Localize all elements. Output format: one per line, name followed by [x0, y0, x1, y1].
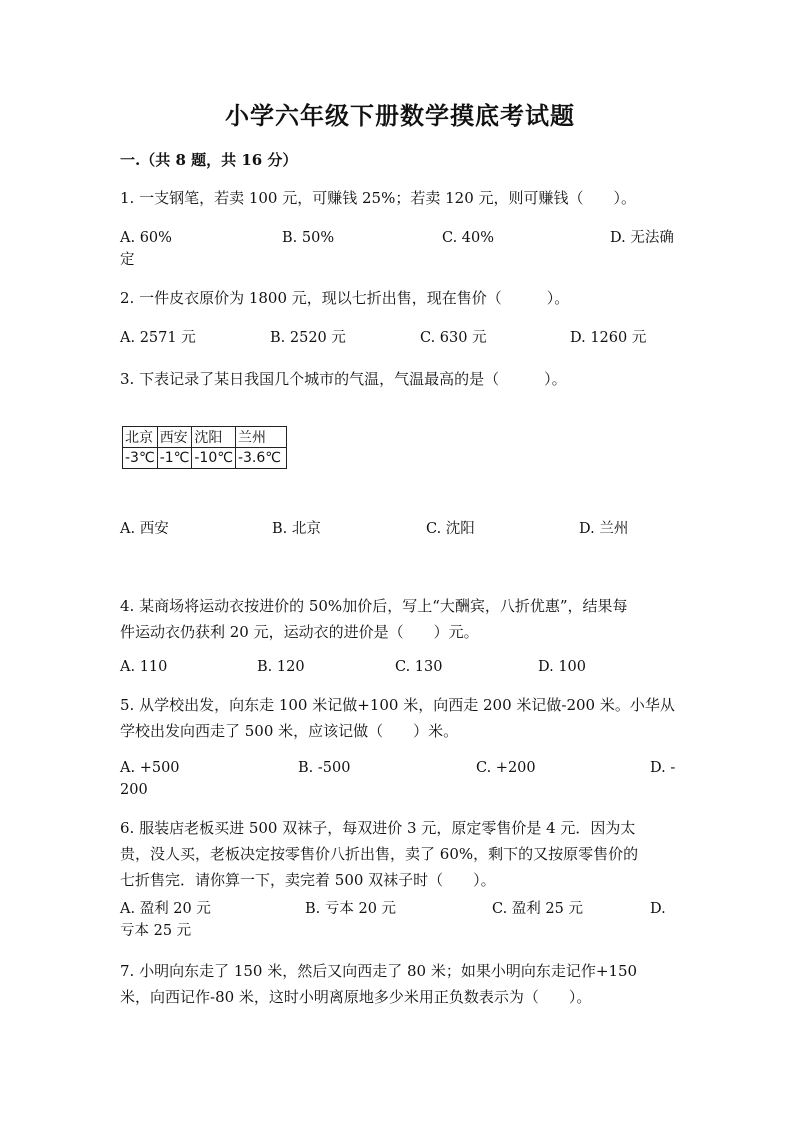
option-b[interactable]: B. 120	[257, 659, 305, 675]
option-a[interactable]: A. 盈利 20 元	[120, 901, 211, 917]
option-d[interactable]: D. 100	[538, 659, 587, 675]
option-c[interactable]: C. +200	[476, 760, 536, 776]
option-a[interactable]: A. 60%	[120, 230, 172, 246]
question-3-options	[120, 518, 680, 540]
table-cell-city: 沈阳	[192, 427, 236, 448]
table-row	[123, 448, 287, 469]
question-text-line: 4. 某商场将运动衣按进价的 50%加价后，写上“大酬宾，八折优惠”，结果每	[120, 597, 628, 615]
section-heading: 一.（共 8 题，共 16 分）	[120, 151, 298, 169]
question-text-line: 贵，没人买，老板决定按零售价八折出售，卖了 60%，剩下的又按原零售价的	[120, 845, 639, 863]
question-text-line: 件运动衣仍获利 20 元，运动衣的进价是（ ）元。	[120, 623, 479, 641]
table-cell-city: 西安	[157, 427, 192, 448]
option-b[interactable]: B. -500	[298, 760, 351, 776]
option-d-continuation: 200	[120, 782, 148, 798]
question-text-line: 学校出发向西走了 500 米，应该记做（ ）米。	[120, 722, 459, 740]
question-text-line: 5. 从学校出发，向东走 100 米记做+100 米，向西走 200 米记做-200 米。小华从	[120, 696, 675, 714]
question-4-options	[120, 656, 680, 678]
question-text-line: 米，向西记作-80 米，这时小明离原地多少米用正负数表示为（ ）。	[120, 988, 592, 1006]
question-1	[120, 185, 680, 211]
question-6-options	[120, 898, 680, 942]
option-b[interactable]: B. 北京	[272, 521, 321, 537]
question-1-options	[120, 227, 680, 271]
table-cell-city: 北京	[123, 427, 158, 448]
option-b[interactable]: B. 亏本 20 元	[305, 901, 397, 917]
option-c[interactable]: C. 130	[395, 659, 443, 675]
question-5-options	[120, 757, 680, 801]
question-text-line: 6. 服装店老板买进 500 双袜子，每双进价 3 元，原定零售价是 4 元．因为太	[120, 819, 636, 837]
question-7	[120, 958, 680, 1010]
option-b[interactable]: B. 50%	[282, 230, 335, 246]
question-2-options	[120, 327, 680, 349]
question-6	[120, 815, 680, 893]
exam-title: 小学六年级下册数学摸底考试题	[225, 101, 575, 130]
option-d[interactable]: D. -	[650, 760, 676, 776]
option-d[interactable]: D. 兰州	[579, 521, 629, 537]
table-cell-city: 兰州	[235, 427, 286, 448]
option-c[interactable]: C. 40%	[442, 230, 495, 246]
option-a[interactable]: A. +500	[120, 760, 180, 776]
option-d[interactable]: D. 1260 元	[570, 330, 647, 346]
option-d-continuation: 定	[120, 252, 135, 268]
table-cell-temp: -3℃	[123, 448, 158, 469]
table-cell-temp: -10℃	[192, 448, 236, 469]
option-d-continuation: 亏本 25 元	[120, 923, 192, 939]
option-c[interactable]: C. 630 元	[420, 330, 487, 346]
temperature-table	[122, 426, 287, 469]
question-3	[120, 366, 680, 392]
question-text-line: 七折售完．请你算一下，卖完着 500 双袜子时（ ）。	[120, 871, 496, 889]
question-text-line: 7. 小明向东走了 150 米，然后又向西走了 80 米；如果小明向东走记作+150	[120, 962, 638, 980]
table-cell-temp: -3.6℃	[235, 448, 286, 469]
table-cell-temp: -1℃	[157, 448, 192, 469]
question-text: 3. 下表记录了某日我国几个城市的气温，气温最高的是（ ）。	[120, 370, 567, 388]
option-d[interactable]: D.	[650, 901, 666, 917]
question-2	[120, 285, 680, 311]
question-text: 2. 一件皮衣原价为 1800 元，现以七折出售，现在售价（ ）。	[120, 289, 570, 307]
option-b[interactable]: B. 2520 元	[270, 330, 346, 346]
question-text: 1. 一支钢笔，若卖 100 元，可赚钱 25%；若卖 120 元，则可赚钱（ ）。	[120, 189, 637, 207]
question-4	[120, 593, 680, 645]
option-c[interactable]: C. 沈阳	[426, 521, 475, 537]
option-a[interactable]: A. 110	[120, 659, 168, 675]
option-a[interactable]: A. 2571 元	[120, 330, 196, 346]
table-header-row	[123, 427, 287, 448]
question-5	[120, 692, 680, 744]
option-d[interactable]: D. 无法确	[610, 230, 674, 246]
option-c[interactable]: C. 盈利 25 元	[492, 901, 583, 917]
option-a[interactable]: A. 西安	[120, 521, 169, 537]
